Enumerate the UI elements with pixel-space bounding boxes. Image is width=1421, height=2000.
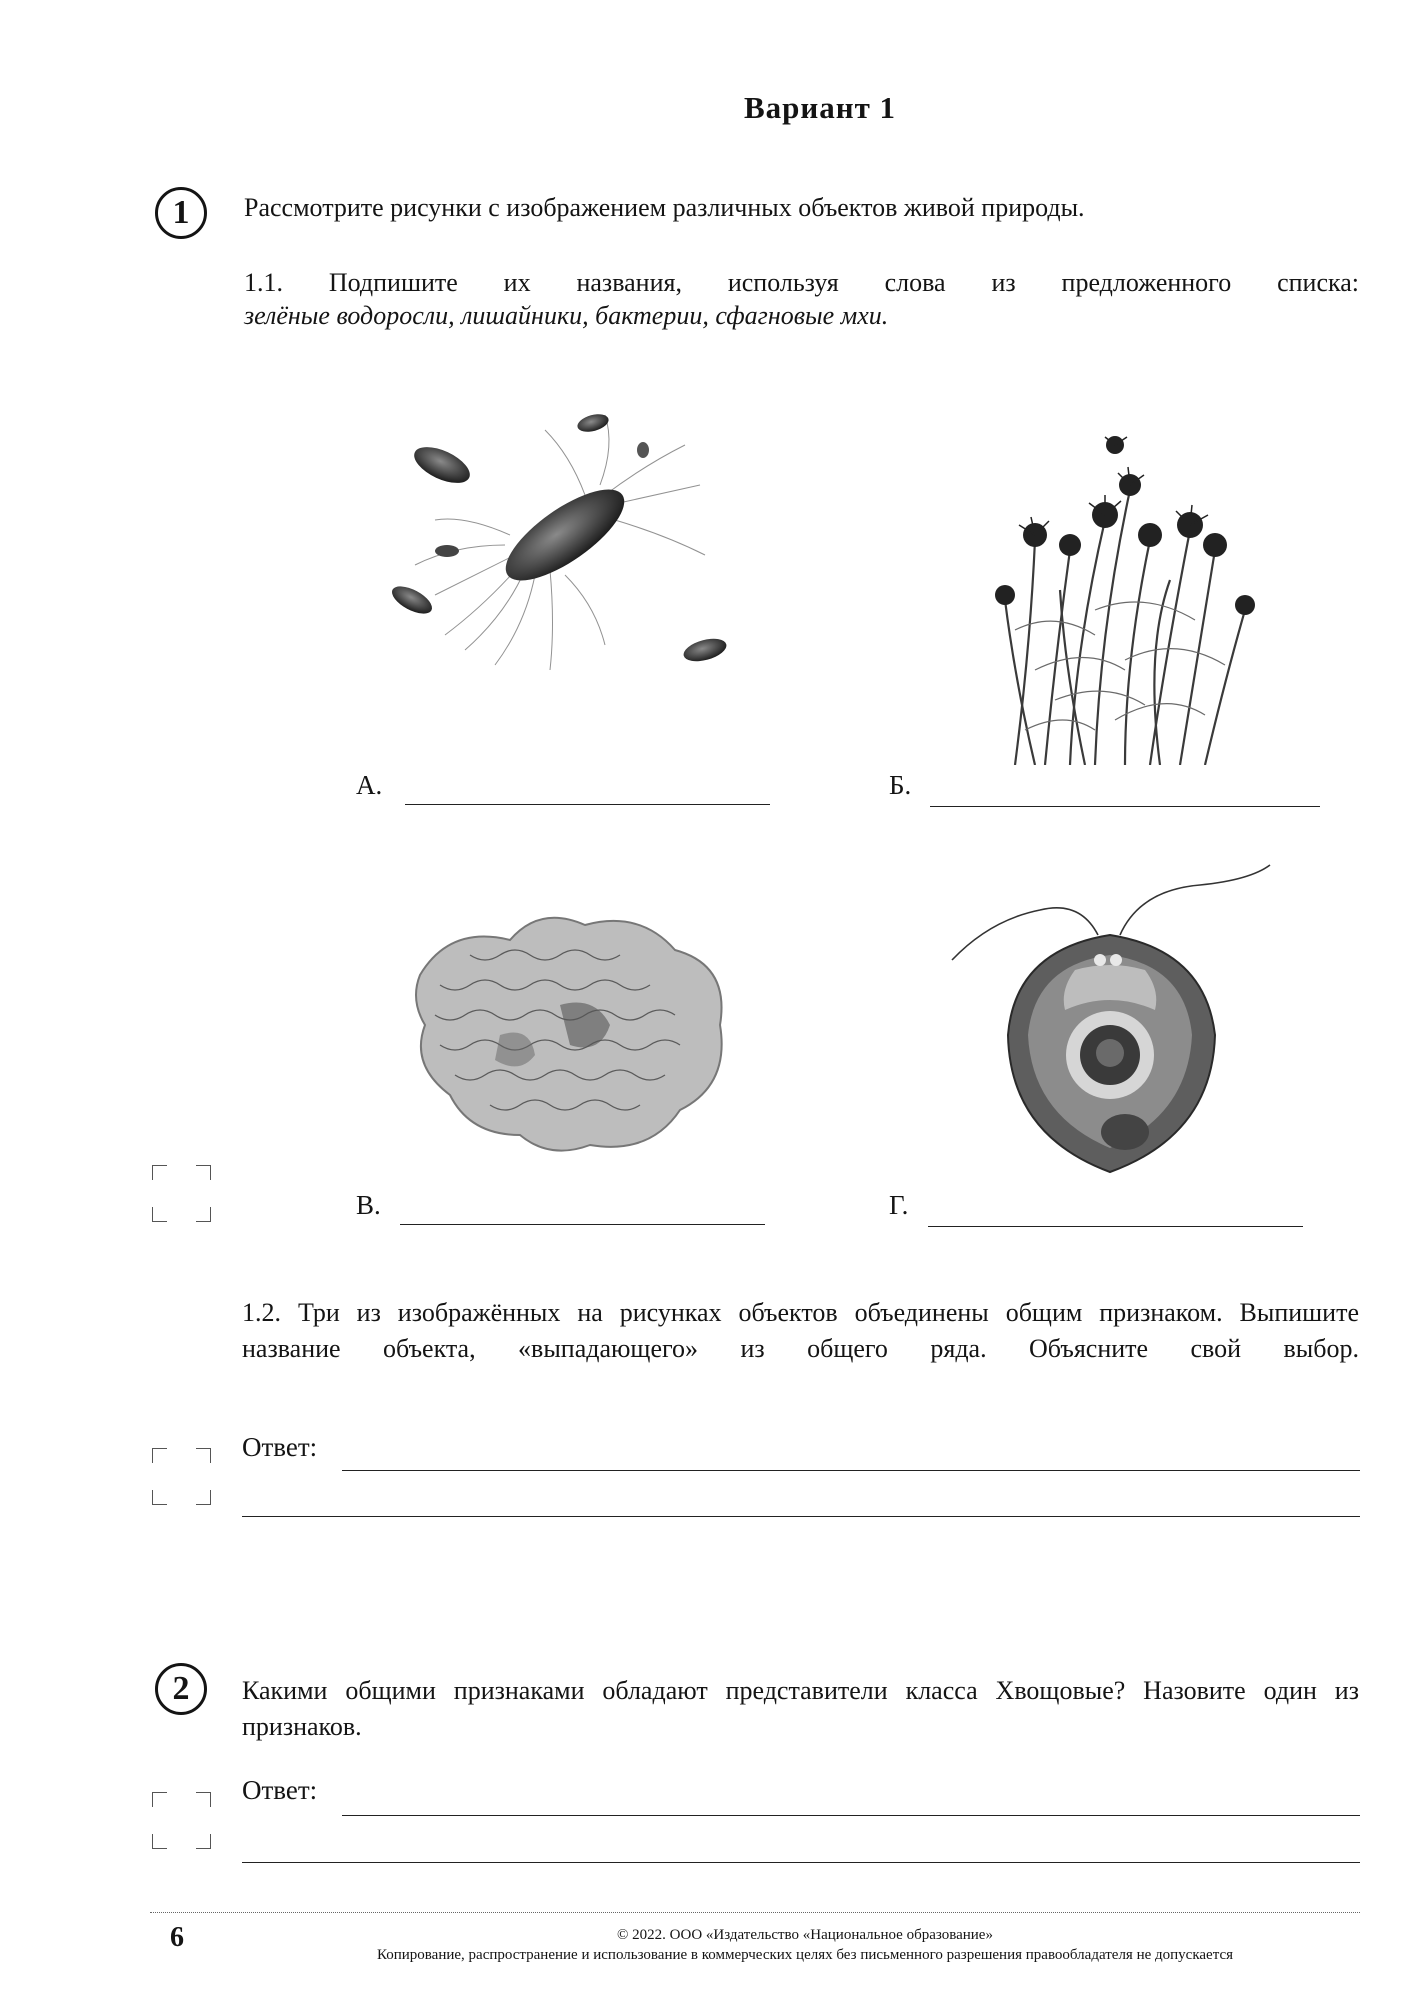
task2-answer-line-1[interactable] [342,1815,1360,1816]
score-box-corner [152,1207,167,1222]
score-box-corner [152,1448,167,1463]
footer-copyright: © 2022. ООО «Издательство «Национальное образование» [617,1927,993,1943]
page-title: Вариант 1 [743,90,897,125]
figure-b-label: Б. [889,770,912,800]
task-number-1: 1 [155,187,207,239]
task2-answer-line-2[interactable] [242,1862,1360,1863]
figure-a-label: А. [356,770,383,800]
score-box-corner [152,1834,167,1849]
task-number-2: 2 [155,1663,207,1715]
score-box-corner [196,1792,211,1807]
task2-text: Какими общими признаками обладают представители класса Хвощовые? Назовите один из признаков. [242,1676,1359,1741]
figure-c-label: В. [356,1190,381,1220]
score-box-corner [196,1207,211,1222]
lichen-icon [410,905,735,1160]
figure-a-answer-line[interactable] [405,804,770,805]
score-box-corner [196,1448,211,1463]
figure-c-answer-line[interactable] [400,1224,765,1225]
sphagnum-moss-icon [975,430,1260,765]
score-box-corner [196,1490,211,1505]
bacteria-icon [355,405,775,685]
footer-notice: Копирование, распространение и использование в коммерческих целях без письменного разрешения правообладателя не допускается [376,1947,1234,1963]
task1-text: Рассмотрите рисунки с изображением различных объектов живой природы. [244,193,1085,222]
footer-divider [150,1912,1360,1913]
score-box-corner [152,1792,167,1807]
figure-d-label: Г. [889,1190,909,1220]
score-box-corner [152,1165,167,1180]
task1-1-list: зелёные водоросли, лишайники, бактерии, сфагновые мхи. [244,301,889,330]
answer-label: Ответ: [242,1432,318,1462]
task1-2-answer-line-2[interactable] [242,1516,1360,1517]
answer-label: Ответ: [242,1775,318,1805]
score-box-corner [196,1834,211,1849]
task1-2-text: 1.2. Три из изображённых на рисунках объектов объединены общим признаком. Выпишите название объекта, «выпадающего» из общего ряда. Объясните свой выбор. [242,1298,1359,1363]
task1-1-text: 1.1. Подпишите их названия, используя слова из предложенного списка: [244,268,1359,297]
figure-d-answer-line[interactable] [928,1226,1303,1227]
task1-2-answer-line-1[interactable] [342,1470,1360,1471]
green-alga-icon [950,860,1275,1175]
score-box-corner [152,1490,167,1505]
page-number: 6 [170,1922,184,1953]
figure-b-answer-line[interactable] [930,806,1320,807]
score-box-corner [196,1165,211,1180]
